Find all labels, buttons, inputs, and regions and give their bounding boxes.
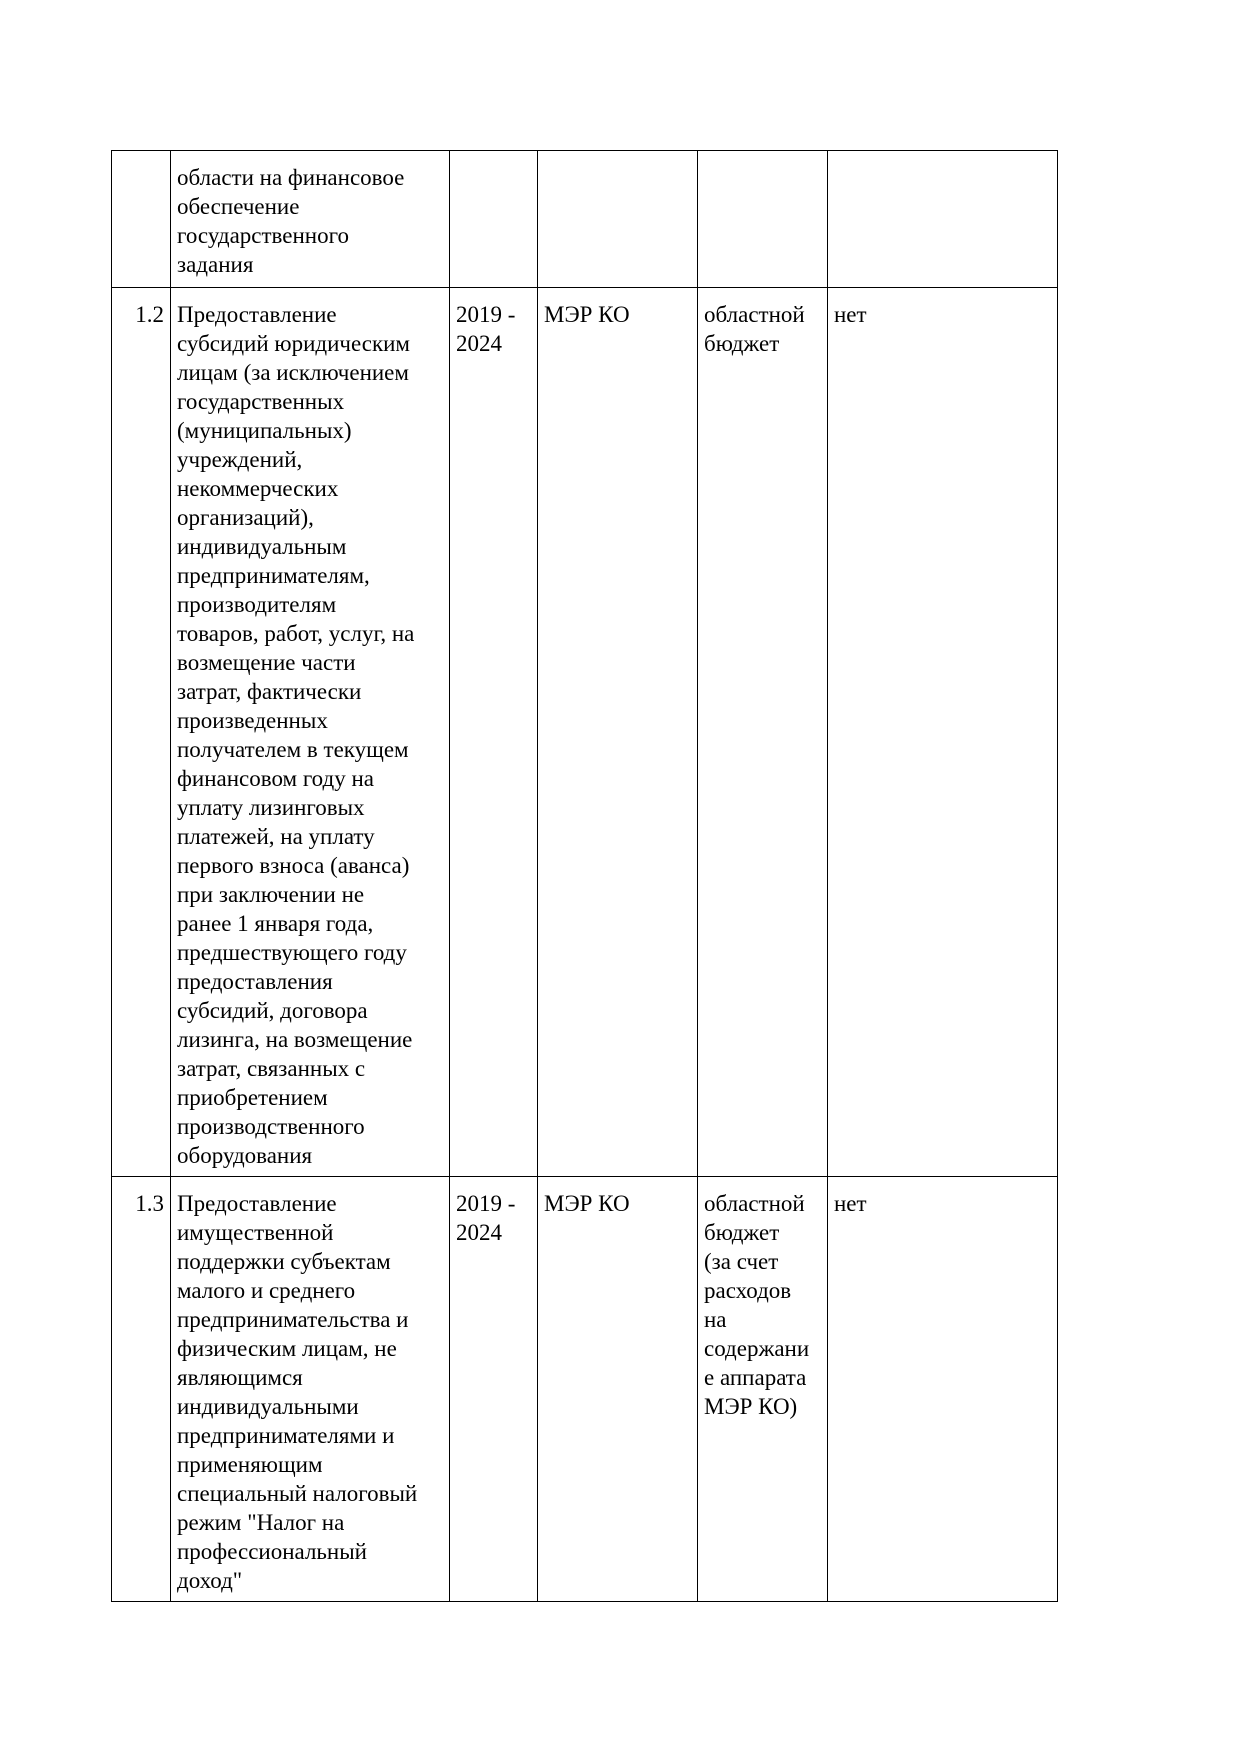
table-row [112,288,1058,1177]
executor-cell: МЭР КО [538,1177,698,1602]
row-number-cell: 1.2 [112,288,171,1177]
note-cell: нет [828,288,1058,1177]
period-cell: 2019 - 2024 [450,288,538,1177]
row-number-cell [112,151,171,288]
executor-cell: МЭР КО [538,288,698,1177]
table-row [112,151,1058,288]
period-cell: 2019 - 2024 [450,1177,538,1602]
executor-cell [538,151,698,288]
description-cell: Предоставление имущественной поддержки субъектам малого и среднего предпринимательства и физическим лицам, не являющимся индивидуальными предпринимателями и применяющим специальный налоговый режим "Налог на профессиональный доход" [171,1177,450,1602]
row-number-cell: 1.3 [112,1177,171,1602]
funding-source-cell: областной бюджет (за счет расходов на содержани е аппарата МЭР КО) [698,1177,828,1602]
description-cell: Предоставление субсидий юридическим лицам (за исключением государственных (муниципальных) учреждений, некоммерческих организаций), индивидуальным предпринимателям, производителям товаров, работ, услуг, на возмещение части затрат, фактически произведенных получателем в текущем финансовом году на уплату лизинговых платежей, на уплату первого взноса (аванса) при заключении не ранее 1 января года, предшествующего году предоставления субсидий, договора лизинга, на возмещение затрат, связанных с приобретением производственного оборудования [171,288,450,1177]
measures-table [111,150,1058,1602]
period-cell [450,151,538,288]
note-cell: нет [828,1177,1058,1602]
funding-source-cell: областной бюджет [698,288,828,1177]
note-cell [828,151,1058,288]
funding-source-cell [698,151,828,288]
description-cell: области на финансовое обеспечение государственного задания [171,151,450,288]
table-row [112,1177,1058,1602]
